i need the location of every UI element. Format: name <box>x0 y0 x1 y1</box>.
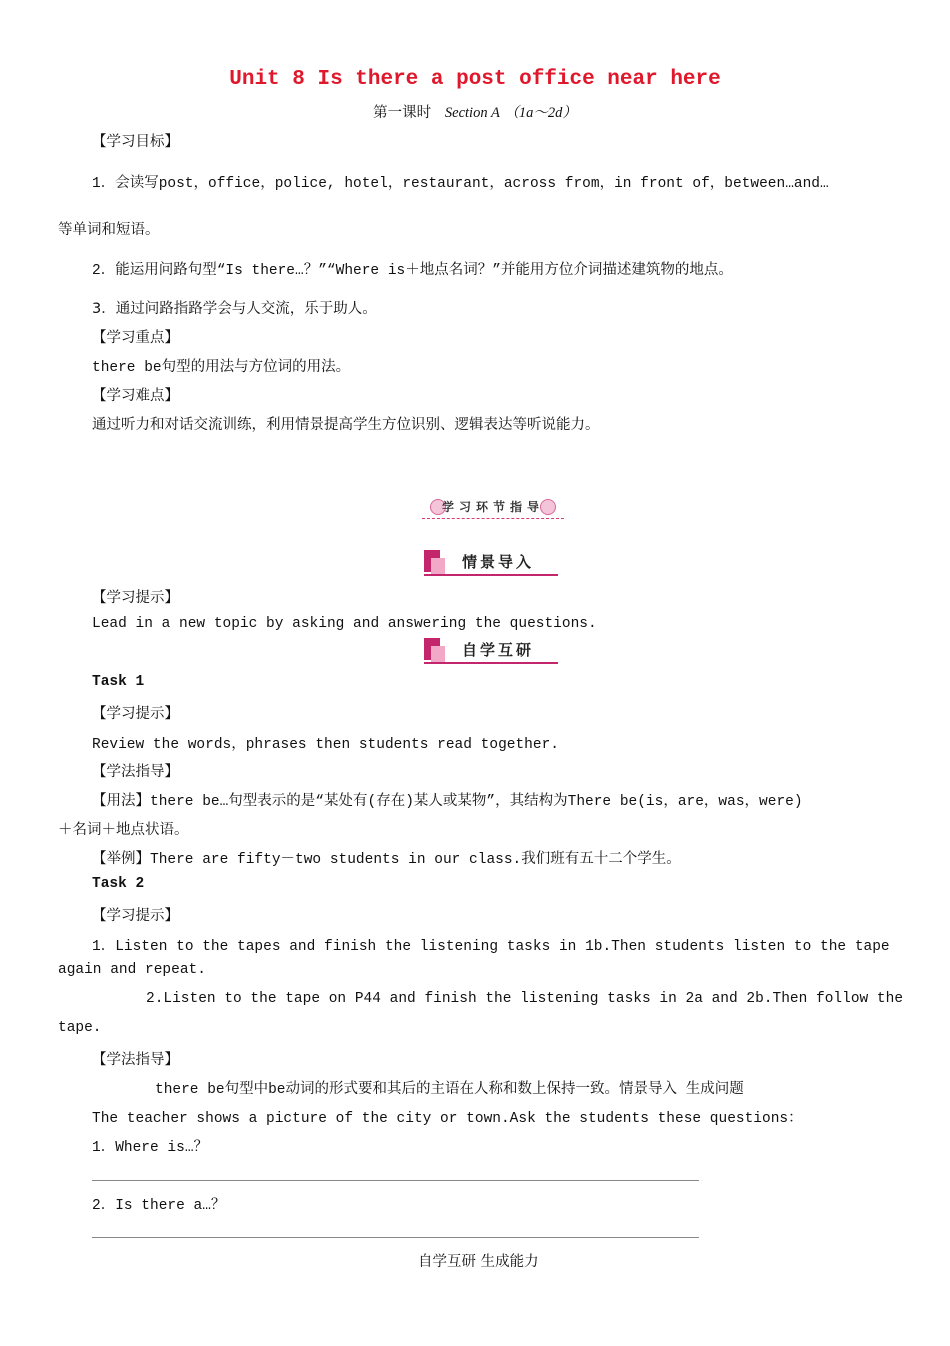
intro-hint-heading: 【学习提示】 <box>92 590 179 606</box>
task1-hint-heading: 【学习提示】 <box>92 706 179 722</box>
task2-hint-heading: 【学习提示】 <box>92 908 179 924</box>
task2-guide-text: there be句型中be动词的形式要和其后的主语在人称和数上保持一致。情景导入 生成问题 <box>155 1082 744 1098</box>
section-name: Section A <box>444 105 500 121</box>
goals-heading: 【学习目标】 <box>92 134 179 150</box>
task2-guide-heading: 【学法指导】 <box>92 1052 179 1068</box>
task2-item-1-cont: again and repeat. <box>58 962 206 978</box>
focus-text: there be句型的用法与方位词的用法。 <box>92 360 351 376</box>
section-range: （1a～2d） <box>504 105 577 121</box>
task2-item-1: 1．Listen to the tapes and finish the listening tasks in 1b.Then students listen to the tape <box>92 939 890 955</box>
banner-divider <box>422 518 564 519</box>
section-header-intro <box>424 550 558 578</box>
section-title: 自学互研 <box>462 641 535 659</box>
question-1: 1．Where is…？ <box>92 1140 209 1156</box>
focus-heading: 【学习重点】 <box>92 330 179 346</box>
teacher-instruction: The teacher shows a picture of the city or town.Ask the students these questions： <box>92 1111 803 1127</box>
task1-usage: 【用法】there be…句型表示的是“某处有(存在)某人或某物”，其结构为There be(is，are，was，were) <box>92 794 803 810</box>
task2-item-2-cont: tape. <box>58 1020 102 1036</box>
section-underline <box>424 574 558 576</box>
task2-item-2: 2.Listen to the tape on P44 and finish the listening tasks in 2a and 2b.Then follow the <box>146 991 904 1007</box>
goal-item-2: 2．能运用问路句型“Is there…？”“Where is＋地点名词？”并能用方位介词描述建筑物的地点。 <box>92 263 733 279</box>
page-title: Unit 8 Is there a post office near here <box>229 68 721 91</box>
footer-heading: 自学互研 生成能力 <box>418 1254 539 1270</box>
difficulty-text: 通过听力和对话交流训练，利用情景提高学生方位识别、逻辑表达等听说能力。 <box>92 417 600 433</box>
question-2: 2．Is there a…？ <box>92 1198 226 1214</box>
task1-example: 【举例】There are fifty－two students in our class.我们班有五十二个学生。 <box>92 852 681 868</box>
intro-hint-text: Lead in a new topic by asking and answering the questions. <box>92 616 597 632</box>
lesson-number: 第一课时 <box>373 105 432 121</box>
task2-title: Task 2 <box>92 876 145 892</box>
banner-label: 学习环节指导 <box>441 500 544 514</box>
answer-line-1 <box>92 1180 699 1181</box>
section-header-self-study <box>424 638 558 666</box>
task1-guide-heading: 【学法指导】 <box>92 764 179 780</box>
difficulty-heading: 【学习难点】 <box>92 388 179 404</box>
section-underline <box>424 662 558 664</box>
goal-item-1-cont: 等单词和短语。 <box>58 222 160 238</box>
section-title: 情景导入 <box>462 553 535 571</box>
answer-line-2 <box>92 1237 699 1238</box>
learning-guide-banner <box>422 496 564 522</box>
section-marker-icon <box>431 558 445 574</box>
lesson-subtitle <box>0 101 950 122</box>
goal-item-3: 3．通过问路指路学会与人交流，乐于助人。 <box>92 301 377 317</box>
section-marker-icon <box>431 646 445 662</box>
task1-usage-cont: ＋名词＋地点状语。 <box>58 822 189 838</box>
goal-item-1: 1．会读写post，office，police, hotel，restaurant，across from，in front of，between…and… <box>92 176 829 192</box>
task1-hint-text: Review the words，phrases then students read together. <box>92 737 559 753</box>
task1-title: Task 1 <box>92 674 145 690</box>
